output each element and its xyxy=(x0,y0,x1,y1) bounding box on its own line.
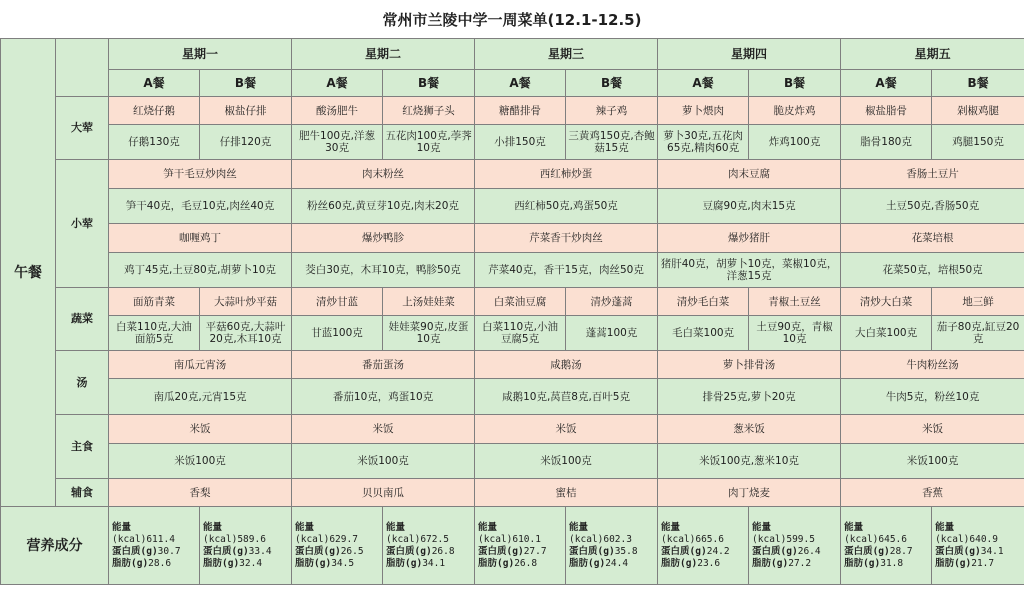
dish-name: 香蕉 xyxy=(841,479,1024,507)
set-b-header: B餐 xyxy=(383,70,475,97)
dish-name: 葱米饭 xyxy=(658,415,841,444)
dish-amount: 甘蓝100克 xyxy=(292,316,383,351)
nutrition-value: (kcal)611.4 xyxy=(112,533,175,545)
dish-amount: 娃娃菜90克,皮蛋10克 xyxy=(383,316,475,351)
dish-name: 咸鹅汤 xyxy=(475,351,658,379)
dish-name: 地三鲜 xyxy=(932,288,1024,316)
nutrition-line xyxy=(295,558,379,570)
nutrition-cell xyxy=(566,507,658,585)
nutrition-value: 34.1 xyxy=(980,545,1004,557)
nutrition-cell xyxy=(383,507,475,585)
dish-amount: 豆腐90克,肉末15克 xyxy=(658,189,841,224)
nutrition-line xyxy=(661,534,745,546)
nutrition-value: 23.6 xyxy=(697,557,721,569)
nutrition-value: 28.6 xyxy=(148,557,172,569)
category-tang: 汤 xyxy=(56,351,109,415)
nutrition-value: (kcal)589.6 xyxy=(203,533,266,545)
nutrition-field-label: 脂肪(g) xyxy=(386,557,423,569)
dish-name: 萝卜排骨汤 xyxy=(658,351,841,379)
nutrition-value: 31.8 xyxy=(880,557,904,569)
dish-amount: 肥牛100克,洋葱30克 xyxy=(292,125,383,160)
nutrition-line xyxy=(569,534,654,546)
dish-name: 青椒土豆丝 xyxy=(749,288,841,316)
nutrition-line xyxy=(935,522,1021,534)
nutrition-field-label: 能量 xyxy=(935,521,955,533)
day-header: 星期一 xyxy=(109,39,292,70)
nutrition-line xyxy=(112,546,196,558)
nutrition-line xyxy=(295,534,379,546)
dish-name: 蜜桔 xyxy=(475,479,658,507)
nutrition-value: 21.7 xyxy=(971,557,995,569)
nutrition-field-label: 蛋白质(g) xyxy=(478,545,524,557)
nutrition-field-label: 蛋白质(g) xyxy=(844,545,890,557)
nutrition-line xyxy=(386,558,471,570)
nutrition-value: (kcal)629.7 xyxy=(295,533,358,545)
dish-amount: 茄子80克,缸豆20克 xyxy=(932,316,1024,351)
menu-table xyxy=(0,38,1024,585)
nutrition-value: (kcal)672.5 xyxy=(386,533,449,545)
nutrition-field-label: 能量 xyxy=(478,521,498,533)
nutrition-line xyxy=(386,522,471,534)
dish-name: 南瓜元宵汤 xyxy=(109,351,292,379)
nutrition-value: 24.4 xyxy=(605,557,629,569)
dish-name: 肉末豆腐 xyxy=(658,160,841,189)
set-a-header: A餐 xyxy=(109,70,200,97)
dish-amount: 米饭100克,葱米10克 xyxy=(658,444,841,479)
nutrition-cell xyxy=(749,507,841,585)
nutrition-line xyxy=(752,558,837,570)
nutrition-line xyxy=(844,522,928,534)
dish-name: 酸汤肥牛 xyxy=(292,97,383,125)
nutrition-value: 26.8 xyxy=(514,557,538,569)
nutrition-line xyxy=(661,546,745,558)
nutrition-line xyxy=(112,534,196,546)
table-row xyxy=(1,351,1024,379)
nutrition-field-label: 脂肪(g) xyxy=(935,557,972,569)
nutrition-field-label: 蛋白质(g) xyxy=(112,545,158,557)
nutrition-field-label: 蛋白质(g) xyxy=(203,545,249,557)
set-a-header: A餐 xyxy=(475,70,566,97)
category-xiaohun: 小荤 xyxy=(56,160,109,288)
nutrition-line xyxy=(844,534,928,546)
category-fushi: 辅食 xyxy=(56,479,109,507)
dish-name: 贝贝南瓜 xyxy=(292,479,475,507)
table-row xyxy=(1,288,1024,316)
nutrition-field-label: 脂肪(g) xyxy=(752,557,789,569)
dish-name: 爆炒鸭胗 xyxy=(292,224,475,253)
nutrition-field-label: 脂肪(g) xyxy=(661,557,698,569)
nutrition-field-label: 能量 xyxy=(295,521,315,533)
nutrition-line xyxy=(569,546,654,558)
dish-amount: 猪肝40克，胡萝卜10克，菜椒10克，洋葱15克 xyxy=(658,253,841,288)
dish-amount: 番茄10克，鸡蛋10克 xyxy=(292,379,475,415)
nutrition-value: 34.1 xyxy=(422,557,446,569)
dish-name: 红烧狮子头 xyxy=(383,97,475,125)
nutrition-field-label: 能量 xyxy=(203,521,223,533)
dish-name: 西红柿炒蛋 xyxy=(475,160,658,189)
dish-amount: 仔排120克 xyxy=(200,125,292,160)
table-row xyxy=(1,39,1024,70)
nutrition-value: 26.4 xyxy=(797,545,821,557)
nutrition-field-label: 蛋白质(g) xyxy=(569,545,615,557)
nutrition-value: 35.8 xyxy=(614,545,638,557)
dish-amount: 大白菜100克 xyxy=(841,316,932,351)
dish-amount: 鸡丁45克,土豆80克,胡萝卜10克 xyxy=(109,253,292,288)
table-row xyxy=(1,160,1024,189)
dish-name: 糖醋排骨 xyxy=(475,97,566,125)
nutrition-field-label: 脂肪(g) xyxy=(569,557,606,569)
nutrition-line xyxy=(478,522,562,534)
dish-name: 清炒大白菜 xyxy=(841,288,932,316)
table-row xyxy=(1,507,1024,585)
table-row xyxy=(1,316,1024,351)
nutrition-field-label: 脂肪(g) xyxy=(112,557,149,569)
dish-name: 辣子鸡 xyxy=(566,97,658,125)
day-header: 星期三 xyxy=(475,39,658,70)
nutrition-line xyxy=(752,546,837,558)
dish-name: 面筋青菜 xyxy=(109,288,200,316)
nutrition-field-label: 能量 xyxy=(752,521,772,533)
dish-amount: 炸鸡100克 xyxy=(749,125,841,160)
nutrition-value: 30.7 xyxy=(157,545,181,557)
nutrition-cell xyxy=(841,507,932,585)
dish-name: 芹菜香干炒肉丝 xyxy=(475,224,658,253)
nutrition-line xyxy=(386,534,471,546)
set-b-header: B餐 xyxy=(749,70,841,97)
nutrition-cell xyxy=(109,507,200,585)
dish-amount: 萝卜30克,五花肉65克,精肉60克 xyxy=(658,125,749,160)
dish-amount: 米饭100克 xyxy=(841,444,1024,479)
nutrition-field-label: 脂肪(g) xyxy=(844,557,881,569)
table-row xyxy=(1,479,1024,507)
page-title: 常州市兰陵中学一周菜单(12.1-12.5) xyxy=(0,0,1024,39)
dish-amount: 三黄鸡150克,杏鲍菇15克 xyxy=(566,125,658,160)
dish-amount: 芹菜40克，香干15克，肉丝50克 xyxy=(475,253,658,288)
dish-name: 脆皮炸鸡 xyxy=(749,97,841,125)
dish-name: 米饭 xyxy=(841,415,1024,444)
nutrition-line xyxy=(935,558,1021,570)
nutrition-field-label: 脂肪(g) xyxy=(203,557,240,569)
set-a-header: A餐 xyxy=(292,70,383,97)
nutrition-cell xyxy=(200,507,292,585)
dish-name: 清炒甘蓝 xyxy=(292,288,383,316)
nutrition-line xyxy=(295,546,379,558)
dish-amount: 仔鹅130克 xyxy=(109,125,200,160)
nutrition-value: 26.8 xyxy=(431,545,455,557)
dish-amount: 南瓜20克,元宵15克 xyxy=(109,379,292,415)
nutrition-line xyxy=(844,558,928,570)
dish-amount: 粉丝60克,黄豆芽10克,肉末20克 xyxy=(292,189,475,224)
nutrition-line xyxy=(569,558,654,570)
dish-name: 爆炒猪肝 xyxy=(658,224,841,253)
dish-amount: 土豆50克,香肠50克 xyxy=(841,189,1024,224)
category-shucai: 蔬菜 xyxy=(56,288,109,351)
dish-name: 椒盐脂骨 xyxy=(841,97,932,125)
nutrition-value: 27.2 xyxy=(788,557,812,569)
dish-name: 红烧仔鹅 xyxy=(109,97,200,125)
nutrition-field-label: 蛋白质(g) xyxy=(386,545,432,557)
nutrition-line xyxy=(478,546,562,558)
dish-amount: 白菜110克,小油豆腐5克 xyxy=(475,316,566,351)
nutrition-line xyxy=(386,546,471,558)
dish-amount: 毛白菜100克 xyxy=(658,316,749,351)
dish-amount: 脂骨180克 xyxy=(841,125,932,160)
nutrition-cell xyxy=(932,507,1024,585)
nutrition-cell xyxy=(475,507,566,585)
day-header: 星期五 xyxy=(841,39,1024,70)
nutrition-line xyxy=(295,522,379,534)
dish-name: 番茄蛋汤 xyxy=(292,351,475,379)
day-header: 星期二 xyxy=(292,39,475,70)
nutrition-field-label: 能量 xyxy=(661,521,681,533)
nutrition-line xyxy=(203,522,288,534)
nutrition-value: (kcal)665.6 xyxy=(661,533,724,545)
dish-name: 香梨 xyxy=(109,479,292,507)
set-a-header: A餐 xyxy=(658,70,749,97)
table-row xyxy=(1,415,1024,444)
dish-name: 清炒毛白菜 xyxy=(658,288,749,316)
set-b-header: B餐 xyxy=(566,70,658,97)
dish-amount: 西红柿50克,鸡蛋50克 xyxy=(475,189,658,224)
nutrition-value: 32.4 xyxy=(239,557,263,569)
nutrition-line xyxy=(661,558,745,570)
nutrition-field-label: 脂肪(g) xyxy=(295,557,332,569)
dish-amount: 平菇60克,大蒜叶20克,木耳10克 xyxy=(200,316,292,351)
meal-label: 午餐 xyxy=(1,39,56,507)
nutrition-label: 营养成分 xyxy=(1,507,109,585)
nutrition-field-label: 蛋白质(g) xyxy=(295,545,341,557)
dish-amount: 笋干40克，毛豆10克,肉丝40克 xyxy=(109,189,292,224)
dish-amount: 米饭100克 xyxy=(292,444,475,479)
dish-name: 花菜培根 xyxy=(841,224,1024,253)
nutrition-line xyxy=(844,546,928,558)
dish-amount: 土豆90克，青椒10克 xyxy=(749,316,841,351)
nutrition-line xyxy=(112,522,196,534)
table-row xyxy=(1,97,1024,125)
table-row xyxy=(1,379,1024,415)
dish-name: 米饭 xyxy=(292,415,475,444)
nutrition-line xyxy=(203,558,288,570)
nutrition-value: 24.2 xyxy=(706,545,730,557)
table-row xyxy=(1,444,1024,479)
category-zhushi: 主食 xyxy=(56,415,109,479)
dish-name: 剁椒鸡腿 xyxy=(932,97,1024,125)
dish-amount: 牛肉5克，粉丝10克 xyxy=(841,379,1024,415)
nutrition-value: 27.7 xyxy=(523,545,547,557)
dish-name: 米饭 xyxy=(475,415,658,444)
dish-name: 咖喱鸡丁 xyxy=(109,224,292,253)
set-a-header: A餐 xyxy=(841,70,932,97)
nutrition-cell xyxy=(292,507,383,585)
nutrition-field-label: 蛋白质(g) xyxy=(935,545,981,557)
nutrition-line xyxy=(661,522,745,534)
dish-amount: 咸鹅10克,莴苣8克,百叶5克 xyxy=(475,379,658,415)
nutrition-line xyxy=(112,558,196,570)
nutrition-value: 28.7 xyxy=(889,545,913,557)
table-row xyxy=(1,70,1024,97)
nutrition-line xyxy=(752,534,837,546)
nutrition-line xyxy=(935,546,1021,558)
nutrition-cell xyxy=(658,507,749,585)
dish-amount: 五花肉100克,荸荠10克 xyxy=(383,125,475,160)
dish-amount: 排骨25克,萝卜20克 xyxy=(658,379,841,415)
nutrition-line xyxy=(203,546,288,558)
nutrition-value: (kcal)602.3 xyxy=(569,533,632,545)
table-row xyxy=(1,189,1024,224)
nutrition-field-label: 能量 xyxy=(386,521,406,533)
nutrition-field-label: 脂肪(g) xyxy=(478,557,515,569)
table-row xyxy=(1,253,1024,288)
dish-amount: 鸡腿150克 xyxy=(932,125,1024,160)
nutrition-field-label: 蛋白质(g) xyxy=(661,545,707,557)
nutrition-line xyxy=(203,534,288,546)
nutrition-value: (kcal)599.5 xyxy=(752,533,815,545)
dish-name: 椒盐仔排 xyxy=(200,97,292,125)
dish-amount: 蓬蒿100克 xyxy=(566,316,658,351)
nutrition-line xyxy=(752,522,837,534)
dish-amount: 花菜50克，培根50克 xyxy=(841,253,1024,288)
nutrition-line xyxy=(569,522,654,534)
dish-name: 清炒蓬蒿 xyxy=(566,288,658,316)
nutrition-field-label: 能量 xyxy=(569,521,589,533)
nutrition-value: (kcal)640.9 xyxy=(935,533,998,545)
dish-name: 香肠土豆片 xyxy=(841,160,1024,189)
nutrition-line xyxy=(935,534,1021,546)
menu-body xyxy=(1,39,1024,585)
set-b-header: B餐 xyxy=(200,70,292,97)
nutrition-value: 26.5 xyxy=(340,545,364,557)
dish-name: 肉末粉丝 xyxy=(292,160,475,189)
dish-name: 笋干毛豆炒肉丝 xyxy=(109,160,292,189)
nutrition-line xyxy=(478,558,562,570)
nutrition-value: (kcal)610.1 xyxy=(478,533,541,545)
nutrition-field-label: 能量 xyxy=(112,521,132,533)
table-row xyxy=(1,125,1024,160)
dish-name: 大蒜叶炒平菇 xyxy=(200,288,292,316)
dish-name: 牛肉粉丝汤 xyxy=(841,351,1024,379)
dish-amount: 米饭100克 xyxy=(475,444,658,479)
dish-amount: 茭白30克，木耳10克，鸭胗50克 xyxy=(292,253,475,288)
dish-amount: 白菜110克,大油面筋5克 xyxy=(109,316,200,351)
dish-name: 萝卜煨肉 xyxy=(658,97,749,125)
table-row xyxy=(1,224,1024,253)
nutrition-line xyxy=(478,534,562,546)
nutrition-field-label: 蛋白质(g) xyxy=(752,545,798,557)
dish-amount: 小排150克 xyxy=(475,125,566,160)
nutrition-value: 33.4 xyxy=(248,545,272,557)
blank-corner xyxy=(56,39,109,97)
dish-name: 肉丁烧麦 xyxy=(658,479,841,507)
day-header: 星期四 xyxy=(658,39,841,70)
nutrition-value: (kcal)645.6 xyxy=(844,533,907,545)
dish-amount: 米饭100克 xyxy=(109,444,292,479)
nutrition-field-label: 能量 xyxy=(844,521,864,533)
set-b-header: B餐 xyxy=(932,70,1024,97)
dish-name: 米饭 xyxy=(109,415,292,444)
nutrition-value: 34.5 xyxy=(331,557,355,569)
dish-name: 上汤娃娃菜 xyxy=(383,288,475,316)
dish-name: 白菜油豆腐 xyxy=(475,288,566,316)
category-dacai: 大荤 xyxy=(56,97,109,160)
